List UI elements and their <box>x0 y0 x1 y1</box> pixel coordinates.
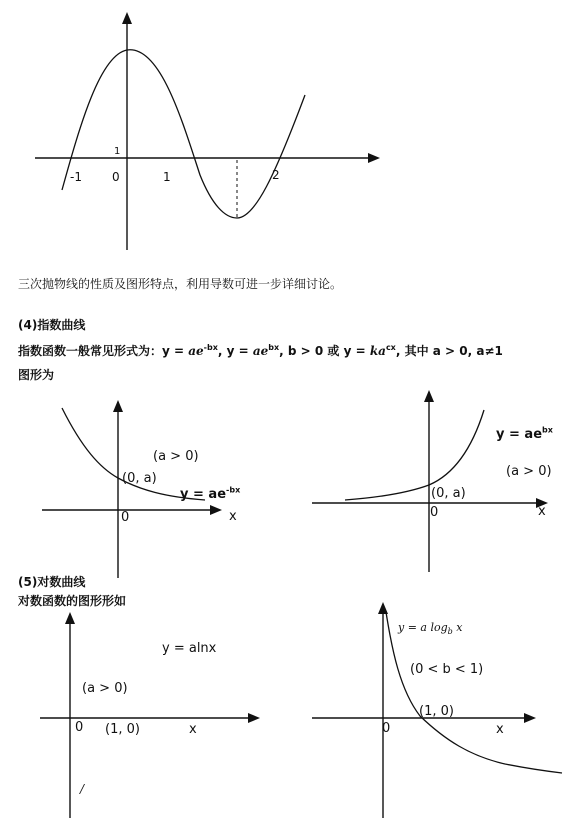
log-right-origin: 0 <box>382 721 391 736</box>
exp-growth-eq-base: y = ae <box>496 427 543 442</box>
log-right-point: (1, 0) <box>419 704 454 719</box>
exp-decay-condition: (a > 0) <box>153 449 199 464</box>
log-right-equation <box>398 621 463 637</box>
exp-decay-x-label: x <box>229 509 237 524</box>
exp-cond-1: , b > 0 或 y = <box>279 344 370 358</box>
exp-sep-1: , y = <box>217 344 253 358</box>
exp-decay-eq-exponent: -bx <box>226 485 241 495</box>
log-left-x-label: x <box>189 722 197 737</box>
log-right-x-arrow <box>524 713 536 723</box>
cubic-y-unit: 1 <box>114 146 121 157</box>
log-description: 对数函数的图形形如 <box>18 594 127 608</box>
exp-heading: (4)指数曲线 <box>18 318 86 332</box>
exp-desc-prefix: 指数函数一般常见形式为：y = <box>18 344 189 358</box>
cubic-tick-1: 1 <box>163 170 171 184</box>
log-left-stray-mark: / <box>80 782 85 796</box>
exp-formula-2-exponent: bx <box>268 343 280 352</box>
log-right-eq-base: b <box>447 627 453 637</box>
cubic-tick-0: 0 <box>112 170 120 184</box>
log-right-eq-suffix: x <box>452 621 463 634</box>
log-right-condition: (0 < b < 1) <box>410 662 484 677</box>
exp-formula-2: ae <box>252 344 269 358</box>
log-left-origin: 0 <box>75 720 84 735</box>
log-left-equation: y = alnx <box>162 641 217 656</box>
exp-growth-intercept: (0, a) <box>431 486 466 501</box>
exp-formula-3-exponent: cx <box>385 343 396 352</box>
log-left-point: (1, 0) <box>105 722 140 737</box>
exp-figure-intro: 图形为 <box>18 368 55 382</box>
log-left-condition: (a > 0) <box>82 681 128 696</box>
exp-decay-eq-base: y = ae <box>180 487 227 502</box>
cubic-tick-2: 2 <box>272 168 280 182</box>
cubic-note: 三次抛物线的性质及图形特点，利用导数可进一步详细讨论。 <box>18 277 343 291</box>
log-right-curve <box>386 612 562 773</box>
exp-decay-intercept: (0, a) <box>122 471 157 486</box>
exp-cond-2: , 其中 a > 0, a≠1 <box>395 344 503 358</box>
exp-growth-condition: (a > 0) <box>506 464 552 479</box>
log-heading: (5)对数曲线 <box>18 575 86 589</box>
exp-formula-3: ka <box>369 344 386 358</box>
cubic-tick-neg1: -1 <box>70 170 82 184</box>
exp-formula-1-exponent: -bx <box>203 343 218 352</box>
exp-growth-origin: 0 <box>430 505 439 520</box>
exp-formula-1: ae <box>188 344 204 358</box>
exp-decay-origin: 0 <box>121 510 130 525</box>
log-right-x-label: x <box>496 722 504 737</box>
exp-growth-eq-exponent: bx <box>542 425 553 435</box>
log-right-eq-prefix: y = a log <box>398 621 448 634</box>
exp-growth-x-label: x <box>538 504 546 519</box>
